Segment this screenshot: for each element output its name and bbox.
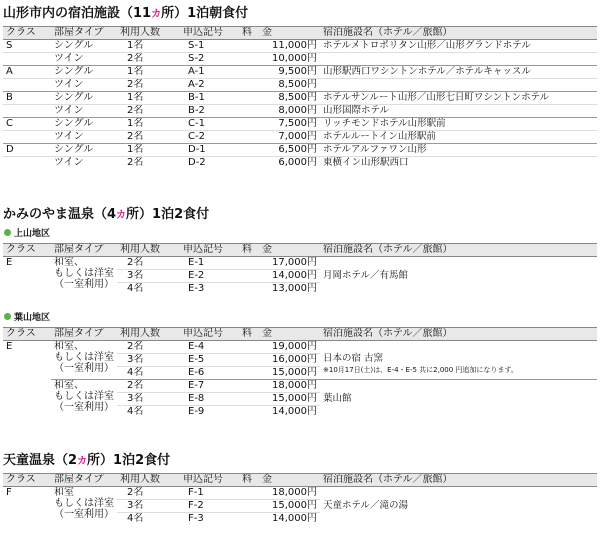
price-cell: 8,000円 <box>239 105 320 118</box>
hotel-cell <box>320 79 597 92</box>
table-row <box>3 66 597 79</box>
hotel-cell: リッチモンドホテル山形駅前 <box>320 118 597 131</box>
header-room: 部屋タイプ <box>51 27 117 40</box>
table-header <box>3 27 597 40</box>
section-title-tendo <box>3 453 170 470</box>
capacity-cell: 4名 <box>117 283 180 296</box>
room-type-cell <box>51 380 117 419</box>
table-row <box>3 487 597 500</box>
room-type-cell: ツイン <box>51 79 117 92</box>
capacity-cell: 2名 <box>127 257 144 268</box>
area-dot-icon <box>4 229 11 236</box>
capacity-cell: 1名 <box>117 92 180 105</box>
code-cell: E-6 <box>180 367 239 380</box>
section-title-yamagata <box>3 6 248 23</box>
capacity-cell: 2名 <box>117 53 180 66</box>
hotel-cell: 山形駅西口ワシントンホテル／ホテルキャッスル <box>320 66 597 79</box>
class-cell <box>3 53 51 66</box>
capacity-cell: 4名 <box>117 367 180 380</box>
code-cell: C-2 <box>180 131 239 144</box>
hotel-cell: 月岡ホテル／有馬館 <box>323 270 409 281</box>
room-type-text: 和室、 もしくは洋室 （一室利用） <box>54 380 114 413</box>
room-type-text: 和室、 もしくは洋室 （一室利用） <box>54 341 114 374</box>
price-cell: 10,000円 <box>239 53 320 66</box>
header-room: 部屋タイプ <box>51 328 117 341</box>
capacity-cell: 4名 <box>117 513 180 526</box>
price-cell: 16,000円 <box>239 354 320 367</box>
code-cell: S-2 <box>180 53 239 66</box>
price-cell: 14,000円 <box>239 406 320 419</box>
header-class: クラス <box>3 244 51 257</box>
table-header <box>3 244 597 257</box>
price-cell: 14,000円 <box>239 270 320 283</box>
table-row <box>3 380 597 393</box>
capacity-cell: 2名 <box>127 341 144 352</box>
price-cell: 6,500円 <box>239 144 320 157</box>
capacity-cell: 4名 <box>117 406 180 419</box>
room-type-cell: ツイン <box>51 131 117 144</box>
code-cell: D-2 <box>180 157 239 170</box>
class-cell <box>3 157 51 170</box>
code-cell: E-7 <box>180 380 239 393</box>
hotel-cell <box>320 53 597 66</box>
title-ka: カ <box>151 9 162 20</box>
table-header <box>3 328 597 341</box>
header-hotel: 宿泊施設名（ホテル／旅館） <box>320 27 597 40</box>
table-row <box>3 53 597 66</box>
price-cell: 8,500円 <box>239 79 320 92</box>
table-row <box>3 144 597 157</box>
capacity-cell: 1名 <box>127 40 144 51</box>
header-hotel: 宿泊施設名（ホテル／旅館） <box>320 328 597 341</box>
code-cell: E-5 <box>180 354 239 367</box>
room-type-text: 和室 もしくは洋室 （一室利用） <box>54 487 114 520</box>
room-type-cell: シングル <box>51 92 117 105</box>
hayama-table <box>3 327 597 418</box>
class-cell: B <box>3 92 51 105</box>
code-cell: A-2 <box>180 79 239 92</box>
title-text: 天童温泉（2 <box>3 453 78 468</box>
code-cell: B-1 <box>180 92 239 105</box>
kaminoyama-table <box>3 243 597 295</box>
capacity-cell: 2名 <box>117 131 180 144</box>
header-code: 申込記号 <box>180 244 239 257</box>
room-type-cell: シングル <box>51 66 117 79</box>
title-text-rest: 所）1泊2食付 <box>87 453 171 468</box>
price-cell: 8,500円 <box>239 92 320 105</box>
hotel-note: ※10月17日(土)は、E-4・E-5 共に2,000 円追加になります。 <box>323 366 518 374</box>
capacity-cell: 3名 <box>117 500 180 513</box>
code-cell: B-2 <box>180 105 239 118</box>
room-type-cell: シングル <box>51 118 117 131</box>
room-type-cell: ツイン <box>51 157 117 170</box>
area-dot-icon <box>4 313 11 320</box>
code-cell: E-9 <box>180 406 239 419</box>
table-row <box>3 157 597 170</box>
yamagata-table <box>3 26 597 169</box>
class-cell: F <box>6 487 12 498</box>
price-cell: 18,000円 <box>272 487 317 498</box>
title-ka: カ <box>77 456 88 467</box>
price-cell: 13,000円 <box>239 283 320 296</box>
header-hotel: 宿泊施設名（ホテル／旅館） <box>320 244 597 257</box>
hotel-cell: 葉山館 <box>320 380 597 419</box>
hotel-cell: 山形国際ホテル <box>320 105 597 118</box>
code-cell: E-4 <box>188 341 205 352</box>
price-cell: 15,000円 <box>239 367 320 380</box>
hotel-cell: ホテルアルファワン山形 <box>320 144 597 157</box>
table-header <box>3 474 597 487</box>
code-cell: E-8 <box>180 393 239 406</box>
room-type-text: 和室、 もしくは洋室 （一室利用） <box>54 257 114 290</box>
class-cell: S <box>6 40 13 51</box>
capacity-cell: 2名 <box>117 157 180 170</box>
header-room: 部屋タイプ <box>51 244 117 257</box>
header-capacity: 利用人数 <box>117 328 180 341</box>
header-code: 申込記号 <box>180 27 239 40</box>
capacity-cell: 1名 <box>117 66 180 79</box>
capacity-cell: 2名 <box>117 105 180 118</box>
hotel-cell: ホテルサンルート山形／山形七日町ワシントンホテル <box>320 92 597 105</box>
table-row <box>3 40 597 53</box>
price-cell: 6,000円 <box>239 157 320 170</box>
capacity-cell: 1名 <box>117 118 180 131</box>
capacity-cell: 2名 <box>127 487 144 498</box>
header-price: 料 金 <box>239 27 320 40</box>
price-cell: 19,000円 <box>272 341 317 352</box>
header-room: 部屋タイプ <box>51 474 117 487</box>
hotel-cell <box>320 341 597 380</box>
header-code: 申込記号 <box>180 474 239 487</box>
header-capacity: 利用人数 <box>117 474 180 487</box>
header-price: 料 金 <box>239 328 320 341</box>
room-type-cell <box>51 487 117 526</box>
code-cell: F-1 <box>188 487 204 498</box>
header-capacity: 利用人数 <box>117 27 180 40</box>
hotel-name: 日本の宿 古窯 <box>323 353 384 364</box>
hotel-cell: 天童ホテル／滝の湯 <box>323 500 409 511</box>
class-cell: D <box>3 144 51 157</box>
header-class: クラス <box>3 474 51 487</box>
capacity-cell: 3名 <box>117 393 180 406</box>
hotel-cell: ホテルメトロポリタン山形／山形グランドホテル <box>323 40 531 51</box>
header-capacity: 利用人数 <box>117 244 180 257</box>
class-cell: E <box>6 257 13 268</box>
price-cell: 15,000円 <box>239 393 320 406</box>
hotel-cell: ホテルルートイン山形駅前 <box>320 131 597 144</box>
table-row <box>3 92 597 105</box>
header-price: 料 金 <box>239 474 320 487</box>
header-hotel: 宿泊施設名（ホテル／旅館） <box>320 474 597 487</box>
class-cell: A <box>3 66 51 79</box>
capacity-cell: 3名 <box>117 270 180 283</box>
table-row <box>3 79 597 92</box>
price-cell: 15,000円 <box>239 500 320 513</box>
price-cell: 14,000円 <box>239 513 320 526</box>
header-class: クラス <box>3 328 51 341</box>
code-cell: D-1 <box>180 144 239 157</box>
table-row <box>3 131 597 144</box>
code-cell: F-2 <box>180 500 239 513</box>
code-cell: E-2 <box>180 270 239 283</box>
class-cell: C <box>3 118 51 131</box>
capacity-cell: 1名 <box>117 144 180 157</box>
table-row <box>3 257 597 270</box>
capacity-cell: 3名 <box>117 354 180 367</box>
price-cell: 17,000円 <box>272 257 317 268</box>
title-text-rest: 所）1泊朝食付 <box>161 6 249 21</box>
code-cell: S-1 <box>188 40 205 51</box>
class-cell <box>3 131 51 144</box>
price-cell: 7,000円 <box>239 131 320 144</box>
area-label-kaminoyama <box>4 228 50 240</box>
tendo-table <box>3 473 597 525</box>
price-cell: 9,500円 <box>239 66 320 79</box>
code-cell: E-3 <box>180 283 239 296</box>
title-text: 山形市内の宿泊施設（11 <box>3 6 152 21</box>
table-row <box>3 105 597 118</box>
code-cell: A-1 <box>180 66 239 79</box>
code-cell: F-3 <box>180 513 239 526</box>
price-cell: 18,000円 <box>239 380 320 393</box>
section-title-kaminoyama <box>3 207 209 224</box>
price-cell: 7,500円 <box>239 118 320 131</box>
title-text-rest: 所）1泊2食付 <box>126 207 210 222</box>
room-type-cell <box>51 257 117 296</box>
header-class: クラス <box>3 27 51 40</box>
room-type-cell: ツイン <box>51 53 117 66</box>
class-cell <box>3 105 51 118</box>
hotel-cell: 東横イン山形駅西口 <box>320 157 597 170</box>
price-cell: 11,000円 <box>272 40 317 51</box>
class-cell: E <box>6 341 13 352</box>
header-price: 料 金 <box>239 244 320 257</box>
area-label-hayama <box>4 312 50 324</box>
code-cell: C-1 <box>180 118 239 131</box>
header-code: 申込記号 <box>180 328 239 341</box>
class-cell <box>3 79 51 92</box>
table-row <box>3 118 597 131</box>
area-name: 上山地区 <box>14 229 51 239</box>
capacity-cell: 2名 <box>117 380 180 393</box>
room-type-cell: シングル <box>51 144 117 157</box>
title-ka: カ <box>116 210 127 221</box>
room-type-cell: シングル <box>54 40 94 51</box>
table-row <box>3 341 597 354</box>
code-cell: E-1 <box>188 257 205 268</box>
room-type-cell: ツイン <box>51 105 117 118</box>
title-text: かみのやま温泉（4 <box>3 207 117 222</box>
room-type-cell <box>51 341 117 380</box>
area-name: 葉山地区 <box>14 313 51 323</box>
capacity-cell: 2名 <box>117 79 180 92</box>
